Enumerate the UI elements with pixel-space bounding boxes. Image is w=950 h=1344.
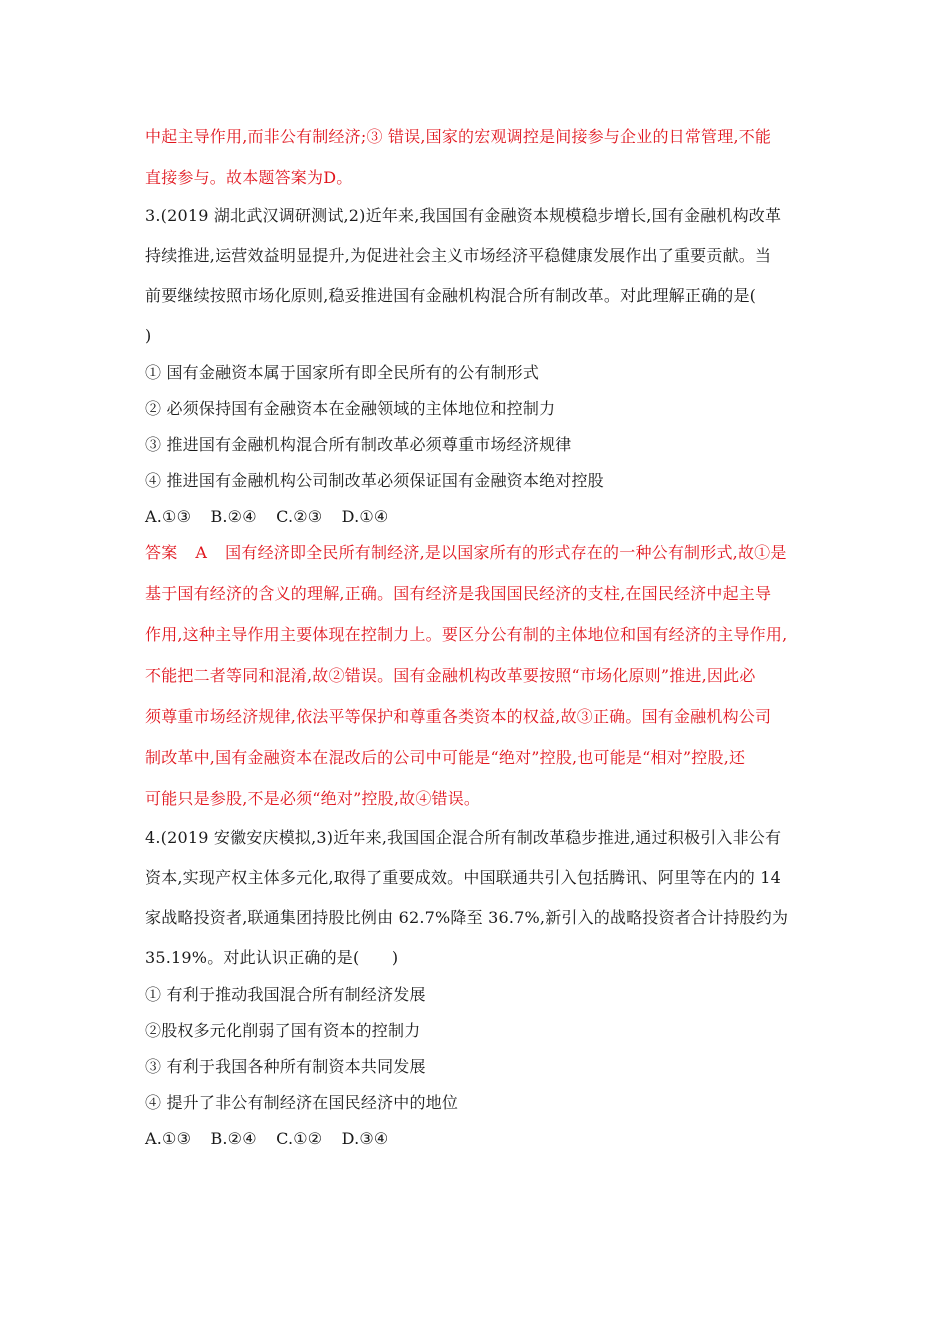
q3-statement-4: ④ 推进国有金融机构公司制改革必须保证国有金融资本绝对控股 (145, 471, 604, 490)
q4-stem-line-2: 资本,实现产权主体多元化,取得了重要成效。中国联通共引入包括腾讯、阿里等在内的 14 (145, 868, 782, 887)
q4-stem-line-4: 35.19%。对此认识正确的是( ) (145, 948, 399, 967)
q4-options (145, 1129, 402, 1149)
q4-option-d: D.③④ (341, 1129, 389, 1148)
q3-stem-line-3: 前要继续按照市场化原则,稳妥推进国有金融机构混合所有制改革。对此理解正确的是( (145, 286, 757, 305)
q3-option-c: C.②③ (276, 507, 323, 526)
q4-option-a: A.①③ (145, 1129, 192, 1148)
q3-explanation-line-2: 基于国有经济的含义的理解,正确。国有经济是我国国民经济的支柱,在国民经济中起主导 (145, 584, 772, 603)
q3-explanation-text-1: 国有经济即全民所有制经济,是以国家所有的形式存在的一种公有制形式,故①是 (225, 543, 787, 562)
q3-option-b: B.②④ (210, 507, 257, 526)
q3-stem-line-1: 3.(2019 湖北武汉调研测试,2)近年来,我国国有金融资本规模稳步增长,国有金融机构改革 (145, 206, 782, 225)
q3-statement-1: ① 国有金融资本属于国家所有即全民所有的公有制形式 (145, 363, 540, 382)
q3-explanation-line-3: 作用,这种主导作用主要体现在控制力上。要区分公有制的主体地位和国有经济的主导作用, (145, 625, 788, 644)
q3-statement-2: ② 必须保持国有金融资本在金融领域的主体地位和控制力 (145, 399, 556, 418)
q4-option-b: B.②④ (210, 1129, 257, 1148)
q3-stem-line-2: 持续推进,运营效益明显提升,为促进社会主义市场经济平稳健康发展作出了重要贡献。当 (145, 246, 772, 265)
q3-option-d: D.①④ (341, 507, 389, 526)
q4-option-c: C.①② (276, 1129, 323, 1148)
prev-answer-line-1: 中起主导作用,而非公有制经济;③ 错误,国家的宏观调控是间接参与企业的日常管理,不能 (145, 127, 772, 146)
prev-answer-line-2: 直接参与。故本题答案为D。 (145, 168, 353, 187)
q4-statement-4: ④ 提升了非公有制经济在国民经济中的地位 (145, 1093, 459, 1112)
q3-explanation-line-7: 可能只是参股,不是必须“绝对”控股,故④错误。 (145, 789, 481, 808)
q4-statement-3: ③ 有利于我国各种所有制资本共同发展 (145, 1057, 426, 1076)
q3-explanation-line-6: 制改革中,国有金融资本在混改后的公司中可能是“绝对”控股,也可能是“相对”控股,还 (145, 748, 746, 767)
q3-stem-line-4: ) (145, 326, 152, 345)
q3-explanation-line-5: 须尊重市场经济规律,依法平等保护和尊重各类资本的权益,故③正确。国有金融机构公司 (145, 707, 772, 726)
answer-key: A (195, 543, 208, 562)
q3-statement-3: ③ 推进国有金融机构混合所有制改革必须尊重市场经济规律 (145, 435, 572, 454)
q3-options (145, 507, 402, 527)
answer-label: 答案 (145, 543, 178, 562)
q4-statement-2: ②股权多元化削弱了国有资本的控制力 (145, 1021, 421, 1040)
q3-explanation-line-4: 不能把二者等同和混淆,故②错误。国有金融机构改革要按照“市场化原则”推进,因此必 (145, 666, 756, 685)
q4-stem-line-3: 家战略投资者,联通集团持股比例由 62.7%降至 36.7%,新引入的战略投资者合计持股约为 (145, 908, 789, 927)
q4-statement-1: ① 有利于推动我国混合所有制经济发展 (145, 985, 426, 1004)
q3-explanation-line-1 (145, 543, 787, 563)
q4-stem-line-1: 4.(2019 安徽安庆模拟,3)近年来,我国国企混合所有制改革稳步推进,通过积极引入非公有 (145, 828, 782, 847)
q3-option-a: A.①③ (145, 507, 192, 526)
